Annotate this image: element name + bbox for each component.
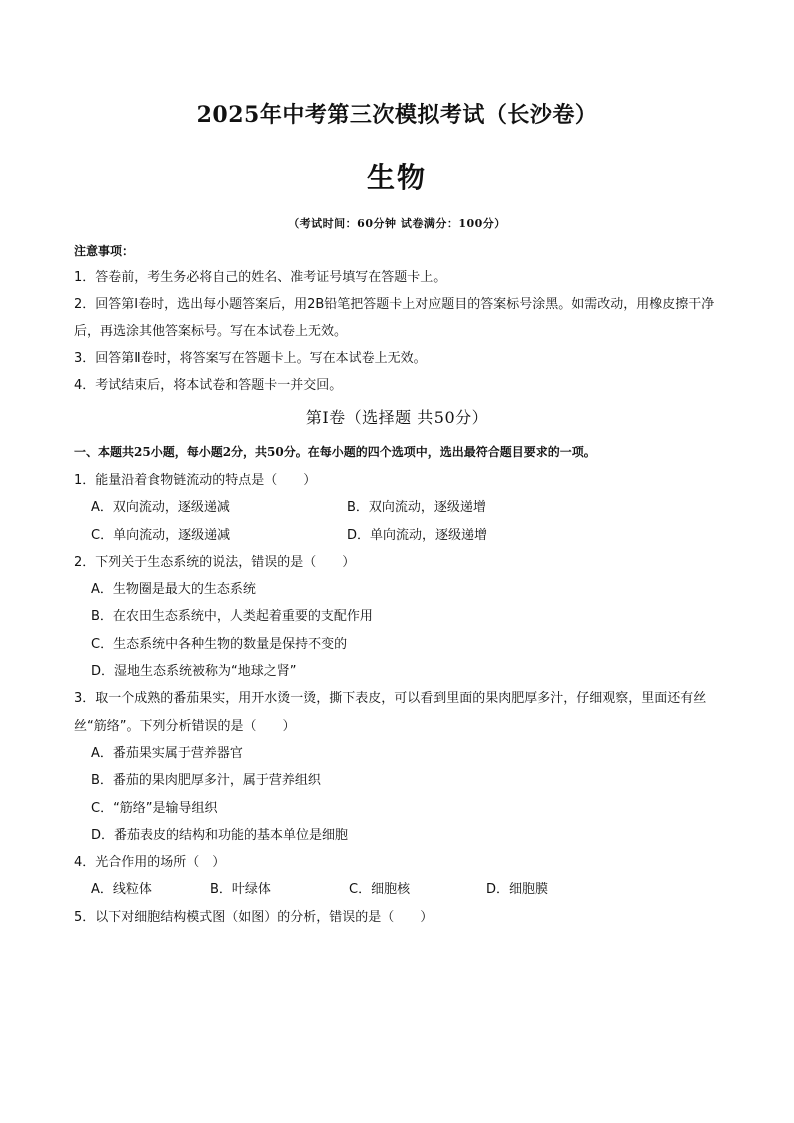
section-description: 一、本题共25小题，每小题2分，共50分。在每小题的四个选项中，选出最符合题目要求的一项。 xyxy=(74,445,596,459)
note-item-1: 1．答卷前，考生务必将自己的姓名、准考证号填写在答题卡上。 xyxy=(74,270,447,285)
question-list xyxy=(74,467,724,931)
section-title: 第Ⅰ卷（选择题 共50分） xyxy=(305,408,489,427)
note-item-4: 4．考试结束后，将本试卷和答题卡一并交回。 xyxy=(74,378,343,393)
question-stem: 3．取一个成熟的番茄果实，用开水烫一烫，撕下表皮，可以看到里面的果肉肥厚多汁，仔细观察，里面还有丝丝“筋络”。下列分析错误的是（ ） xyxy=(74,691,707,734)
option-b: B．在农田生态系统中，人类起着重要的支配作用 xyxy=(91,609,373,625)
note-item-3: 3．回答第Ⅱ卷时，将答案写在答题卡上。写在本试卷上无效。 xyxy=(74,351,427,366)
option-c: C．细胞核 xyxy=(349,882,411,898)
question-stem: 5．以下对细胞结构模式图（如图）的分析，错误的是（ ） xyxy=(74,909,434,925)
option-a: A．线粒体 xyxy=(91,882,152,898)
option-a: A．生物圈是最大的生态系统 xyxy=(91,582,256,598)
question-1 xyxy=(74,467,724,549)
option-d: D．番茄表皮的结构和功能的基本单位是细胞 xyxy=(91,827,349,843)
option-c: C．单向流动，逐级递减 xyxy=(91,527,231,543)
question-options xyxy=(74,876,724,903)
option-c: C．“筋络”是输导组织 xyxy=(91,800,218,816)
option-a: A．双向流动，逐级递减 xyxy=(91,500,230,516)
note-item-2: 2．回答第Ⅰ卷时，选出每小题答案后，用2B铅笔把答题卡上对应题目的答案标号涂黑。如需改动，用橡皮擦干净后，再选涂其他答案标号。写在本试卷上无效。 xyxy=(74,297,715,339)
option-d: D．湿地生态系统被称为“地球之肾” xyxy=(91,664,297,680)
question-stem: 2．下列关于生态系统的说法，错误的是（ ） xyxy=(74,554,356,570)
option-d: D．细胞膜 xyxy=(486,882,549,898)
question-5 xyxy=(74,904,724,931)
option-a: A．番茄果实属于营养器官 xyxy=(91,745,243,761)
option-b: B．番茄的果肉肥厚多汁，属于营养组织 xyxy=(91,773,321,789)
notes-section xyxy=(74,242,724,399)
question-3 xyxy=(74,685,724,849)
question-options xyxy=(74,494,724,549)
subject-title: 生物 xyxy=(366,161,427,194)
notes-heading: 注意事项： xyxy=(74,244,135,258)
option-b: B．双向流动，逐级递增 xyxy=(347,500,486,516)
exam-title: 2025年中考第三次模拟考试（长沙卷） xyxy=(196,102,598,128)
question-4 xyxy=(74,849,724,904)
option-c: C．生态系统中各种生物的数量是保持不变的 xyxy=(91,636,348,652)
option-d: D．单向流动，逐级递增 xyxy=(347,527,488,543)
option-b: B．叶绿体 xyxy=(210,882,271,898)
question-stem: 4．光合作用的场所（ ） xyxy=(74,855,226,871)
question-2 xyxy=(74,549,724,685)
question-stem: 1．能量沿着食物链流动的特点是（ ） xyxy=(74,473,317,488)
exam-info: （考试时间：60分钟 试卷满分：100分） xyxy=(288,217,506,230)
